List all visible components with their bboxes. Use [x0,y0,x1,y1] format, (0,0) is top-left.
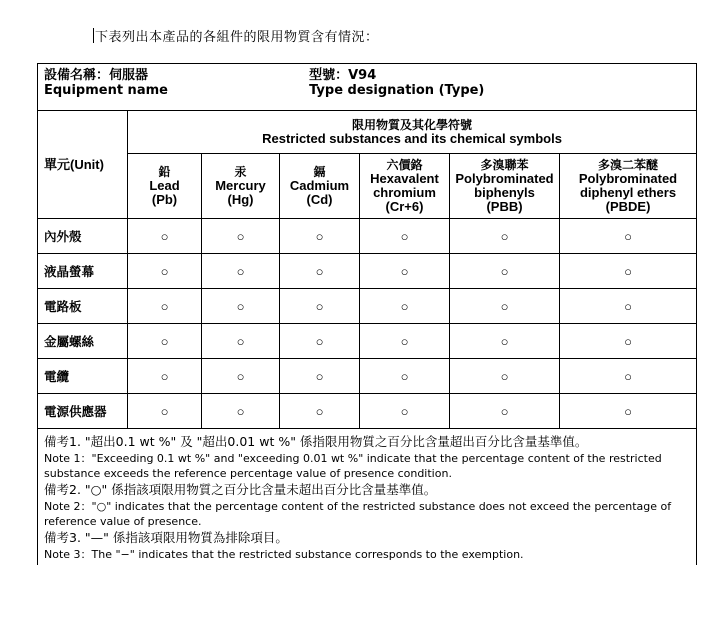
note2-zh: 備考2. "○" 係指該項限用物質之百分比含量未超出百分比含量基準值。 [44,482,437,497]
compliance-mark: ○ [280,219,360,254]
substance-column-header [128,154,202,219]
compliance-mark: ○ [560,289,697,324]
substance-column-header [360,154,450,219]
compliance-mark: ○ [128,289,202,324]
substance-symbol: (Cr+6) [385,199,424,214]
note1-en: Note 1："Exceeding 0.1 wt %" and "exceeding 0.01 wt %" indicate that the percentage content of the restricted substance exceeds the reference percentage value of presence condition. [44,452,662,480]
equipment-info [38,64,697,111]
compliance-mark: ○ [450,219,560,254]
note1-zh: 備考1. "超出0.1 wt %" 及 "超出0.01 wt %" 係指限用物質之百分比含量超出百分比含量基準值。 [44,434,588,449]
substances-title-en: Restricted substances and its chemical symbols [262,131,562,146]
equipment-name-zh: 設備名稱：伺服器 [44,68,149,83]
component-name: 內外殼 [38,219,128,254]
substance-name-zh: 多溴聯苯 [480,158,529,172]
table-row [38,219,697,254]
substance-column-header [280,154,360,219]
substance-symbol: (Cd) [306,192,333,207]
compliance-mark: ○ [360,289,450,324]
compliance-mark: ○ [560,219,697,254]
substance-name-en: Polybrominated diphenyl ethers [578,171,678,200]
component-name: 電路板 [38,289,128,324]
compliance-mark: ○ [128,359,202,394]
compliance-mark: ○ [280,324,360,359]
substance-name-en: Mercury [215,178,266,193]
substance-column-header [560,154,697,219]
substances-header [128,111,697,154]
compliance-mark: ○ [450,359,560,394]
compliance-mark: ○ [560,324,697,359]
compliance-mark: ○ [280,289,360,324]
compliance-mark: ○ [360,219,450,254]
notes-section [38,429,697,566]
restricted-substances-table [37,63,697,565]
intro-label: 下表列出本產品的各組件的限用物質含有情況： [95,30,379,45]
substance-name-zh: 鎘 [313,165,326,179]
table-row [38,324,697,359]
compliance-mark: ○ [280,394,360,429]
substance-name-en: Lead [149,178,180,193]
substance-name-en: Cadmium [289,178,350,193]
table-row [38,394,697,429]
substance-name-en: Hexavalent chromium [370,171,439,200]
compliance-mark: ○ [128,219,202,254]
substance-name-zh: 汞 [234,165,247,179]
compliance-mark: ○ [560,254,697,289]
compliance-mark: ○ [450,324,560,359]
compliance-mark: ○ [360,254,450,289]
component-name: 金屬螺絲 [38,324,128,359]
substance-symbol: (PBDE) [605,199,651,214]
compliance-mark: ○ [128,394,202,429]
table-row [38,289,697,324]
substance-symbol: (PBB) [486,199,523,214]
compliance-mark: ○ [202,359,280,394]
compliance-mark: ○ [128,324,202,359]
component-name: 電源供應器 [38,394,128,429]
intro-text [93,26,379,45]
compliance-mark: ○ [360,324,450,359]
component-name: 液晶螢幕 [38,254,128,289]
compliance-mark: ○ [560,359,697,394]
unit-header: 單元(Unit) [38,111,128,219]
substance-symbol: (Hg) [227,192,254,207]
substance-name-zh: 多溴二苯醚 [598,158,659,172]
substance-symbol: (Pb) [151,192,178,207]
compliance-mark: ○ [202,394,280,429]
compliance-mark: ○ [202,289,280,324]
compliance-mark: ○ [280,254,360,289]
equipment-name-en: Equipment name [44,83,168,98]
substance-column-header [202,154,280,219]
compliance-mark: ○ [202,219,280,254]
compliance-mark: ○ [128,254,202,289]
compliance-mark: ○ [450,394,560,429]
compliance-mark: ○ [202,324,280,359]
table-row [38,359,697,394]
substance-column-header [450,154,560,219]
component-name: 電纜 [38,359,128,394]
substance-name-zh: 六價鉻 [386,158,423,172]
compliance-mark: ○ [280,359,360,394]
substance-name-en: Polybrominated biphenyls [455,171,554,200]
compliance-mark: ○ [360,394,450,429]
substance-name-zh: 鉛 [158,165,171,179]
text-cursor [93,28,94,43]
substances-title-zh: 限用物質及其化學符號 [352,118,473,132]
table-row [38,254,697,289]
compliance-mark: ○ [360,359,450,394]
note3-en: Note 3：The "−" indicates that the restricted substance corresponds to the exemption. [44,548,524,561]
substance-columns-row [38,154,697,219]
compliance-mark: ○ [560,394,697,429]
type-designation-en: Type designation (Type) [309,83,485,98]
note2-en: Note 2："○" indicates that the percentage content of the restricted substance does not exceed the percentage of reference value of presence. [44,500,672,528]
compliance-mark: ○ [450,254,560,289]
type-designation-zh: 型號：V94 [309,68,377,83]
compliance-mark: ○ [450,289,560,324]
note3-zh: 備考3. "—" 係指該項限用物質為排除項目。 [44,530,288,545]
compliance-mark: ○ [202,254,280,289]
component-rows [38,219,697,429]
